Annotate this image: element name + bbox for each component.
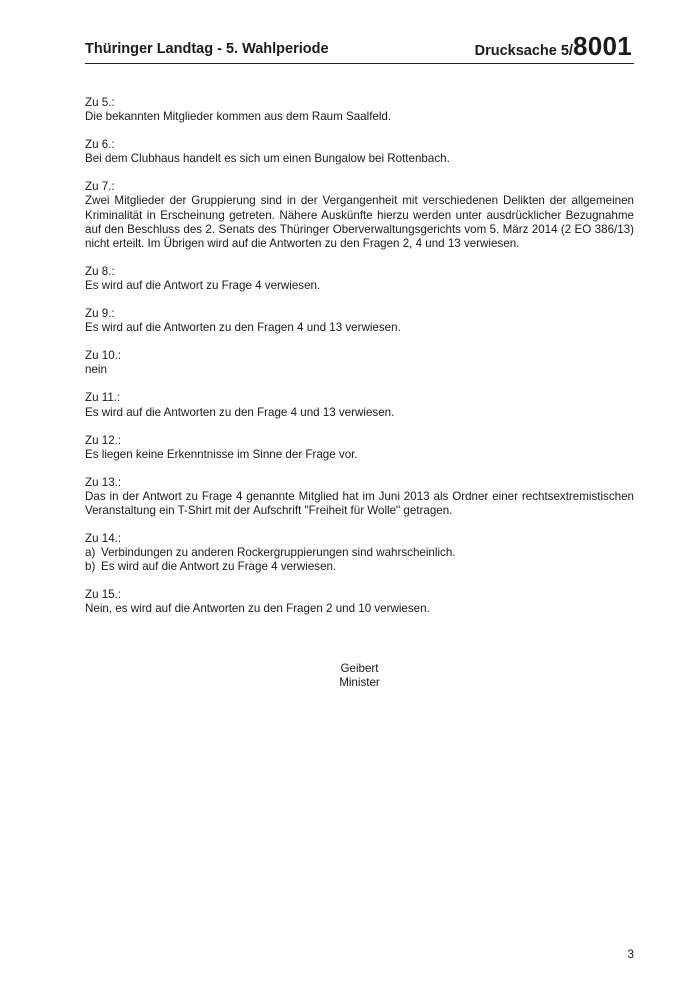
sub-item-text: Verbindungen zu anderen Rockergruppierungen sind wahrscheinlich.: [101, 546, 456, 560]
question-label: Zu 12.:: [85, 433, 122, 447]
answer-sub-item: [85, 546, 634, 560]
answer-section: [85, 96, 634, 124]
answer-text: Es wird auf die Antwort zu Frage 4 verwiesen.: [85, 278, 321, 292]
answer-sub-item: [85, 560, 634, 574]
question-label: Zu 6.:: [85, 138, 115, 152]
answer-section: [85, 265, 634, 293]
document-number: 8001: [572, 31, 632, 61]
answer-text: Zwei Mitglieder der Gruppierung sind in der Vergangenheit mit verschiedenen Delikten der allgemeinen Kriminalität in Erscheinung getreten. Nähere Auskünfte hierzu werden unter ausdrücklicher Bezugnahme auf den Beschluss des 2. Senats des Thüringer Oberverwaltungsgerichts vom 5. März 2014 (2 EO 386/13) nicht erteilt. Im Übrigen wird auf die Antworten zu den Fragen 2, 4 und 13 verwiesen.: [85, 194, 634, 250]
answer-section: [85, 588, 634, 616]
answer-section: [85, 349, 634, 377]
answer-section: [85, 307, 634, 335]
answer-text: Die bekannten Mitglieder kommen aus dem Raum Saalfeld.: [85, 110, 392, 124]
answer-text: Nein, es wird auf die Antworten zu den Fragen 2 und 10 verwiesen.: [85, 602, 430, 616]
answer-section: [85, 138, 634, 166]
document-reference: [475, 33, 632, 59]
answer-text: Es wird auf die Antworten zu den Fragen 4 und 13 verwiesen.: [85, 321, 401, 335]
sub-item-text: Es wird auf die Antwort zu Frage 4 verwiesen.: [101, 560, 337, 574]
question-label: Zu 10.:: [85, 349, 122, 363]
answer-section: [85, 532, 634, 574]
answer-section: [85, 476, 634, 518]
answers-body: [85, 96, 634, 631]
signatory-title: Minister: [339, 676, 380, 690]
answer-text: Bei dem Clubhaus handelt es sich um einen Bungalow bei Rottenbach.: [85, 152, 450, 166]
sub-item-letter: a): [85, 546, 96, 560]
question-label: Zu 7.:: [85, 180, 115, 194]
signature-block: [85, 662, 634, 690]
question-label: Zu 14.:: [85, 532, 122, 546]
question-label: Zu 13.:: [85, 475, 122, 489]
answer-text: nein: [85, 363, 107, 377]
parliament-title: Thüringer Landtag - 5. Wahlperiode: [85, 41, 329, 57]
sub-item-letter: b): [85, 560, 96, 574]
answer-section: [85, 391, 634, 419]
page-header: [85, 30, 634, 64]
answer-text: Das in der Antwort zu Frage 4 genannte Mitglied hat im Juni 2013 als Ordner einer rechtsextremistischen Veranstaltung ein T-Shirt mit der Aufschrift "Freiheit für Wolle" getragen.: [85, 489, 634, 517]
question-label: Zu 15.:: [85, 588, 122, 602]
question-label: Zu 9.:: [85, 307, 115, 321]
signatory-name: Geibert: [340, 662, 379, 675]
answer-text: Es liegen keine Erkenntnisse im Sinne der Frage vor.: [85, 447, 358, 461]
answer-text: Es wird auf die Antworten zu den Frage 4 und 13 verwiesen.: [85, 405, 395, 419]
page-number: 3: [627, 948, 634, 961]
answer-section: [85, 180, 634, 250]
question-label: Zu 8.:: [85, 264, 115, 278]
question-label: Zu 5.:: [85, 96, 115, 109]
document-label: Drucksache 5/: [474, 43, 573, 59]
answer-section: [85, 434, 634, 462]
question-label: Zu 11.:: [85, 391, 121, 405]
